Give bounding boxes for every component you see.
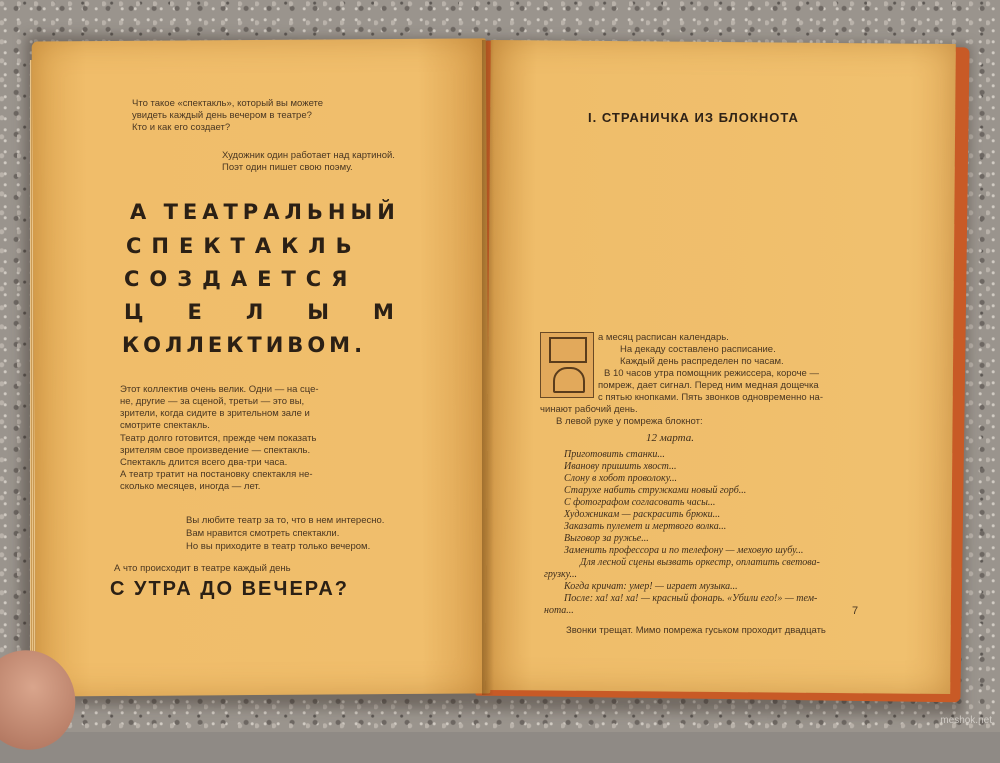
love-line-2: Вам нравится смотреть спектакли. bbox=[186, 528, 340, 539]
bell-panel-icon bbox=[553, 367, 585, 393]
note-13: После: ха! ха! ха! — красный фонарь. «Убили его!» — тем- bbox=[564, 593, 818, 604]
note-9: Заменить профессора и по телефону — меховую шубу... bbox=[564, 545, 804, 556]
illustrated-drop-cap bbox=[540, 332, 594, 398]
headline-line-3: СОЗДАЕТСЯ bbox=[124, 267, 358, 291]
notebook-date: 12 марта. bbox=[646, 432, 694, 444]
question-line: А что происходит в театре каждый день bbox=[114, 563, 291, 574]
note-3: Слону в хобот проволоку... bbox=[564, 473, 677, 484]
page-number: 7 bbox=[852, 605, 859, 617]
intro-r-line-1: а месяц расписан календарь. bbox=[598, 332, 729, 343]
note-6: Художникам — раскрасить брюки... bbox=[564, 509, 721, 520]
headline-line-2: СПЕКТАКЛЬ bbox=[126, 234, 362, 258]
body-line-5: Театр долго готовится, прежде чем показать bbox=[120, 433, 317, 444]
note-12: Когда кричат: умер! — играет музыка... bbox=[564, 581, 738, 592]
note-2: Иванову пришить хвост... bbox=[564, 461, 677, 472]
clock-frame-icon bbox=[549, 337, 587, 363]
artist-line-1: Художник один работает над картиной. bbox=[222, 150, 395, 161]
note-4: Старухе набить стружками новый горб... bbox=[564, 485, 747, 496]
body-line-8: А театр тратит на постановку спектакля не- bbox=[120, 469, 313, 480]
chapter-title: I. СТРАНИЧКА ИЗ БЛОКНОТА bbox=[588, 110, 799, 125]
intro-r-line-3: Каждый день распределен по часам. bbox=[620, 356, 784, 367]
headline-line-5: КОЛЛЕКТИВОМ. bbox=[122, 333, 367, 357]
note-5: С фотографом согласовать часы... bbox=[564, 497, 716, 508]
note-1: Приготовить станки... bbox=[564, 449, 665, 460]
body-line-6: зрителям свое произведение — спектакль. bbox=[120, 445, 311, 456]
footer-line: Звонки трещат. Мимо помрежа гуськом проходит двадцать bbox=[566, 625, 826, 636]
note-7: Заказать пулемет и мертвого волка... bbox=[564, 521, 727, 532]
intro-r-line-6: с пятью кнопками. Пять звонков одновременно на- bbox=[598, 392, 823, 403]
headline-line-1: А ТЕАТРАЛЬНЫЙ bbox=[130, 200, 400, 224]
intro-r-line-2: На декаду составлено расписание. bbox=[620, 344, 776, 355]
poet-line: Поэт один пишет свою поэму. bbox=[222, 162, 353, 173]
note-8: Выговор за ружье... bbox=[564, 533, 649, 544]
body-line-1: Этот коллектив очень велик. Одни — на сце- bbox=[120, 384, 319, 395]
intro-line-1: Что такое «спектакль», который вы можете bbox=[132, 98, 324, 109]
intro-line-2: увидеть каждый день вечером в театре? bbox=[132, 110, 312, 121]
headline-line-4: ЦЕЛЫМ bbox=[124, 300, 438, 324]
love-line-1: Вы любите театр за то, что в нем интересно. bbox=[186, 515, 385, 526]
intro-r-line-4: В 10 часов утра помощник режиссера, короче — bbox=[604, 368, 819, 379]
body-line-2: не, другие — за сценой, третьи — это вы, bbox=[120, 396, 305, 407]
intro-r-line-5: помреж, дает сигнал. Перед ним медная дощечка bbox=[598, 380, 819, 391]
body-line-4: смотрите спектакль. bbox=[120, 420, 210, 431]
intro-r-line-7: чинают рабочий день. bbox=[540, 404, 638, 415]
intro-line-3: Кто и как его создает? bbox=[132, 122, 231, 133]
body-line-7: Спектакль длится всего два-три часа. bbox=[120, 457, 288, 468]
intro-r-line-8: В левой руке у помрежа блокнот: bbox=[556, 416, 703, 427]
note-14: нота... bbox=[544, 605, 574, 616]
body-line-3: зрители, когда сидите в зрительном зале и bbox=[120, 408, 310, 419]
book-gutter bbox=[482, 40, 494, 695]
note-10: Для лесной сцены вызвать оркестр, оплатить светова- bbox=[580, 557, 820, 568]
note-11: грузку... bbox=[544, 569, 577, 580]
watermark: meshok.net bbox=[940, 715, 992, 726]
body-line-9: сколько месяцев, иногда — лет. bbox=[120, 481, 261, 492]
love-line-3: Но вы приходите в театр только вечером. bbox=[186, 541, 371, 552]
question-headline: С УТРА ДО ВЕЧЕРА? bbox=[110, 578, 350, 600]
